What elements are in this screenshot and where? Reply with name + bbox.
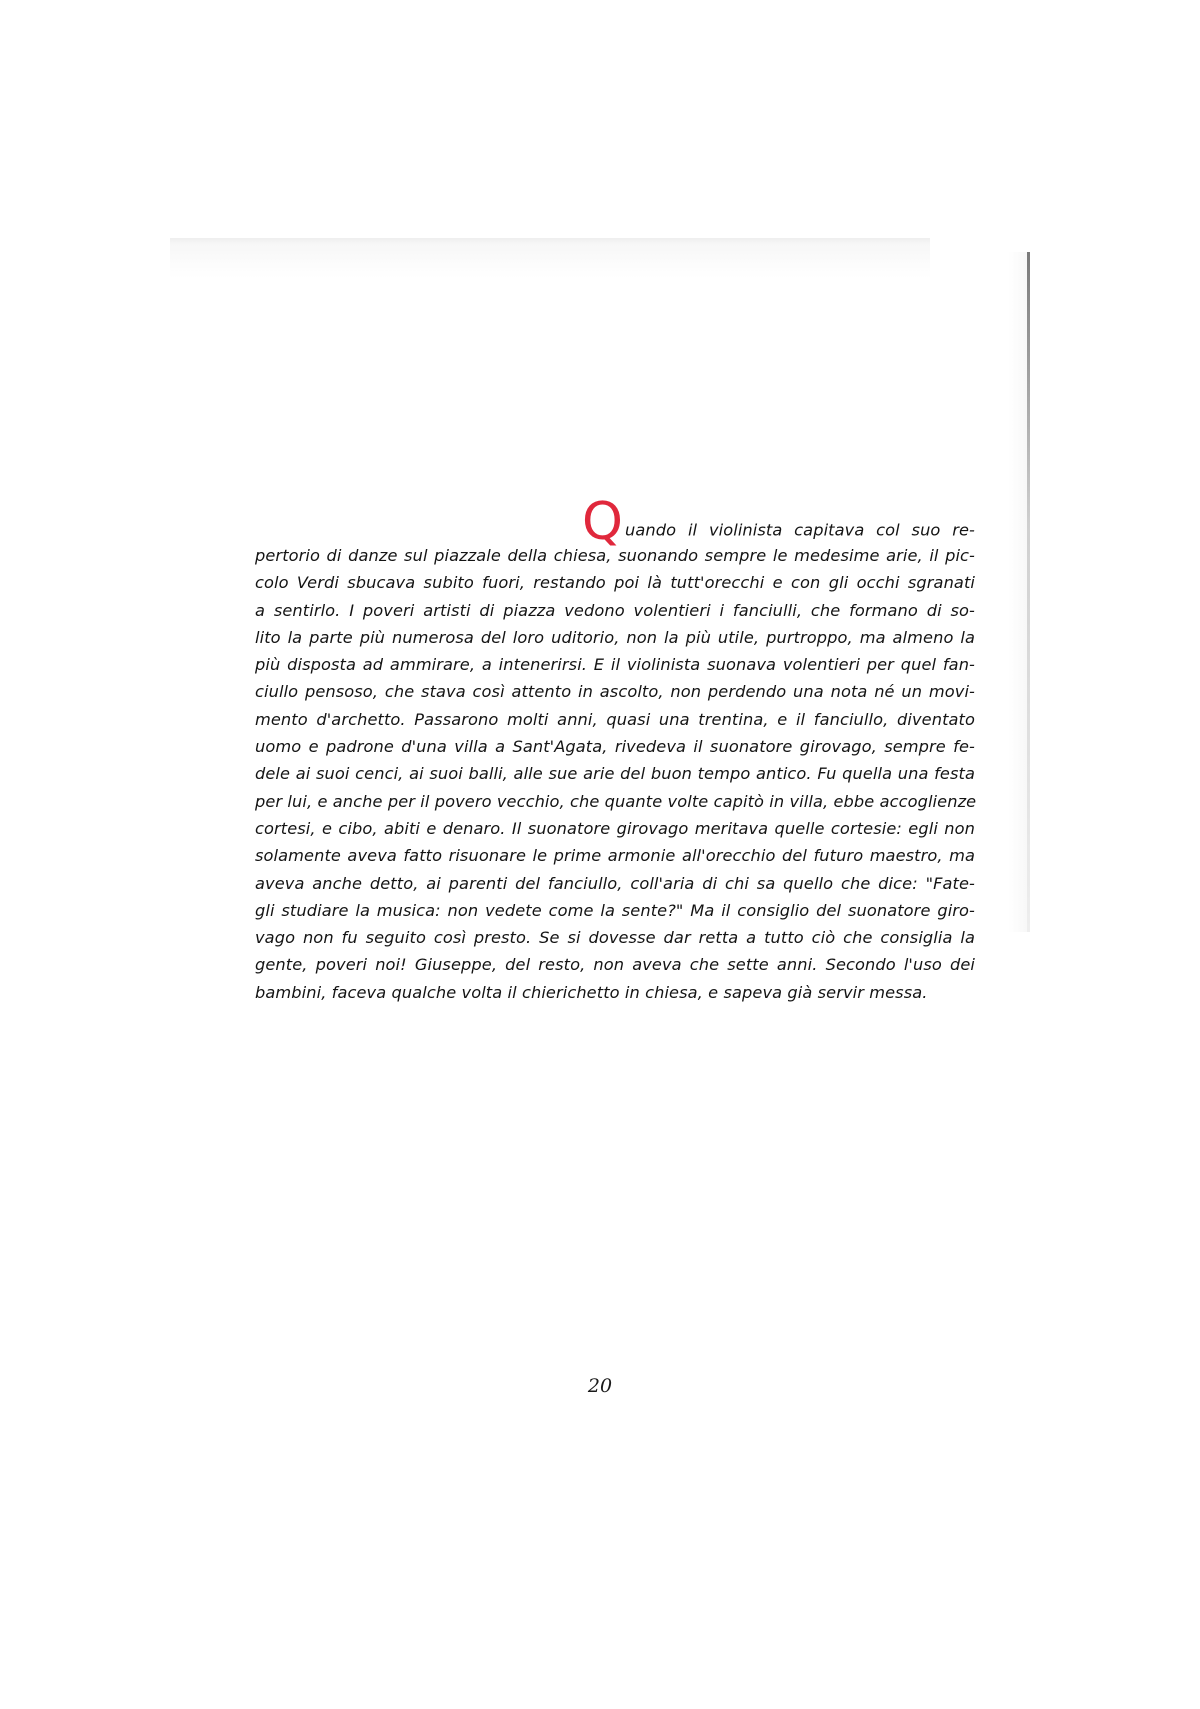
- text-line: più disposta ad ammirare, a intenerirsi. E il violinista suonava volentieri per quel fan-: [255, 655, 975, 675]
- text-line-last: bambini, faceva qualche volta il chierichetto in chiesa, e sapeva già servir messa.: [255, 982, 928, 1002]
- scan-page-shadow-right: [1008, 252, 1027, 932]
- text-line: colo Verdi sbucava subito fuori, restando poi là tutt'orecchi e con gli occhi sgranati: [255, 573, 975, 593]
- page-number: 20: [587, 1375, 613, 1397]
- scan-page-edge-right: [1027, 252, 1030, 932]
- body-text: [255, 492, 977, 1006]
- first-line: [255, 492, 975, 552]
- text-line: uomo e padrone d'una villa a Sant'Agata, rivedeva il suonatore girovago, sempre fe-: [255, 737, 975, 757]
- text-line: pertorio di danze sul piazzale della chiesa, suonando sempre le medesime arie, il pic-: [255, 546, 975, 565]
- text-line: solamente aveva fatto risuonare le prime armonie all'orecchio del futuro maestro, ma: [255, 846, 975, 866]
- scan-page-edge-top: [170, 238, 930, 298]
- first-line-text: uando il violinista capitava col suo re-: [625, 520, 975, 540]
- drop-cap-letter: Q: [582, 492, 624, 552]
- text-line: vago non fu seguito così presto. Se si dovesse dar retta a tutto ciò che consiglia la: [255, 928, 975, 948]
- text-line: per lui, e anche per il povero vecchio, che quante volte capitò in villa, ebbe accoglienze: [255, 791, 977, 811]
- text-line: a sentirlo. I poveri artisti di piazza vedono volentieri i fanciulli, che formano di so-: [255, 600, 975, 620]
- text-line: lito la parte più numerosa del loro uditorio, non la più utile, purtroppo, ma almeno la: [255, 627, 975, 647]
- text-line: dele ai suoi cenci, ai suoi balli, alle sue arie del buon tempo antico. Fu quella una festa: [255, 764, 975, 784]
- text-line: gente, poveri noi! Giuseppe, del resto, non aveva che sette anni. Secondo l'uso dei: [255, 955, 975, 975]
- text-line: aveva anche detto, ai parenti del fanciullo, coll'aria di chi sa quello che dice: "Fate-: [255, 873, 975, 893]
- text-line: cortesi, e cibo, abiti e denaro. Il suonatore girovago meritava quelle cortesie: egli non: [255, 818, 975, 838]
- text-line: gli studiare la musica: non vedete come la sente?" Ma il consiglio del suonatore giro-: [255, 900, 975, 920]
- text-line: ciullo pensoso, che stava così attento in ascolto, non perdendo una nota né un movi-: [255, 682, 975, 702]
- text-line: mento d'archetto. Passarono molti anni, quasi una trentina, e il fanciullo, diventato: [255, 709, 975, 729]
